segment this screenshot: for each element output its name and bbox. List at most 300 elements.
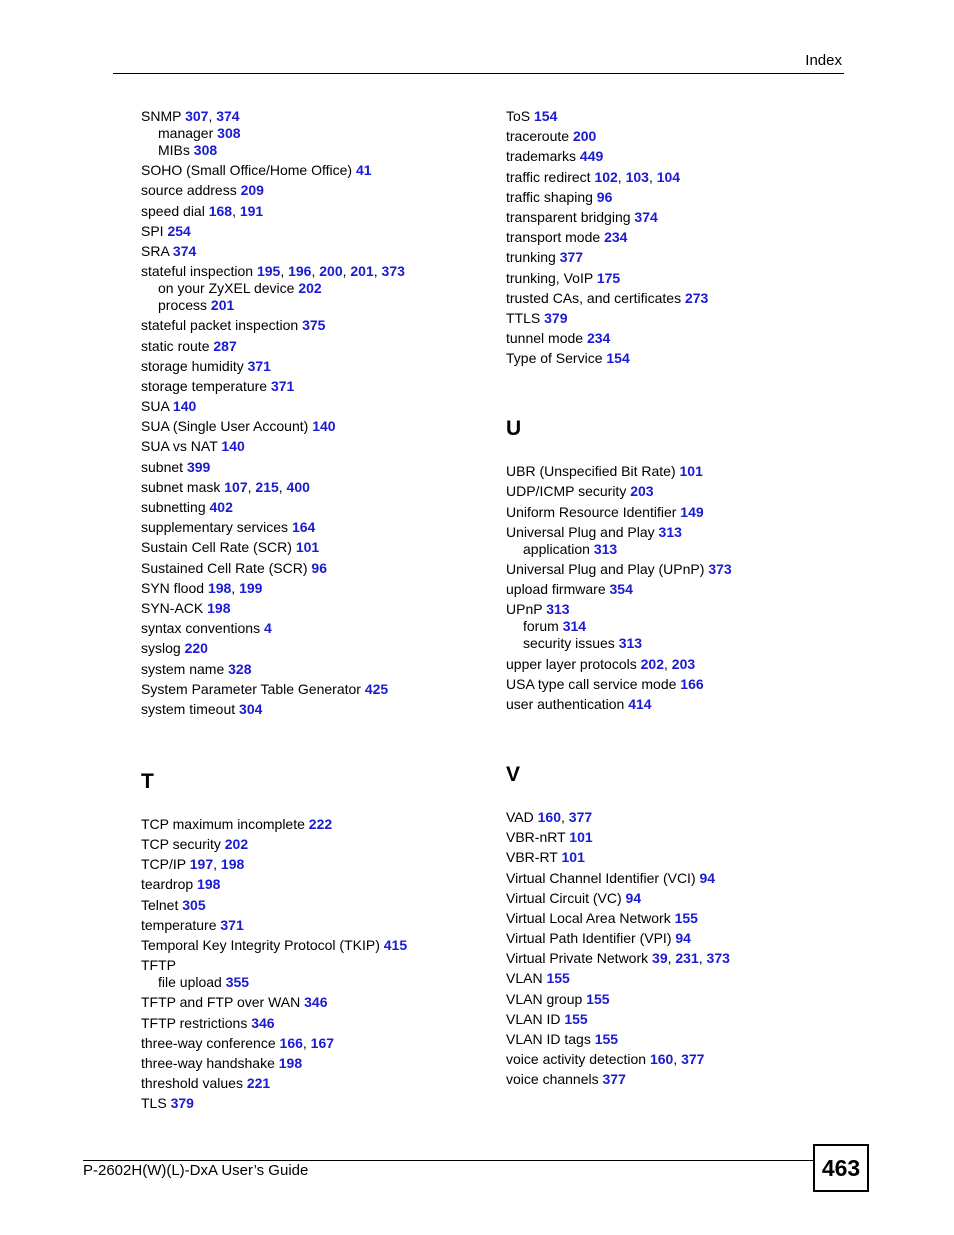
index-entry-line — [506, 561, 846, 578]
page-link[interactable]: 154 — [534, 108, 558, 124]
index-subentry — [141, 974, 481, 991]
page-link[interactable]: 313 — [658, 523, 682, 540]
index-entry — [506, 229, 846, 246]
page-link[interactable]: 202 — [224, 836, 249, 853]
index-term: Telnet — [141, 896, 179, 913]
page-link[interactable]: 374 — [216, 108, 240, 124]
page-link[interactable]: 287 — [213, 337, 237, 354]
page-link[interactable]: 400 — [286, 478, 310, 495]
index-term: source address — [141, 182, 237, 199]
footer-guide-title: P-2602H(W)(L)-DxA User’s Guide — [83, 1162, 309, 1179]
page-link[interactable]: 200 — [572, 128, 597, 145]
index-entry-line — [141, 620, 481, 637]
page-link[interactable]: 198 — [197, 876, 221, 893]
index-term: trusted CAs, and certificates — [506, 289, 682, 306]
page-link[interactable]: 155 — [564, 1010, 588, 1027]
index-entry — [141, 640, 481, 657]
index-entry — [506, 463, 846, 480]
index-term: storage temperature — [141, 377, 268, 394]
page-link[interactable]: 375 — [302, 317, 326, 334]
index-entry-line — [141, 418, 481, 435]
page-link[interactable]: 140 — [312, 418, 336, 435]
index-entry — [506, 483, 846, 500]
index-term: SPI — [141, 222, 164, 239]
index-entry — [141, 223, 481, 240]
page-link[interactable]: 155 — [586, 990, 610, 1007]
index-term: traceroute — [506, 128, 570, 145]
page-link[interactable]: 155 — [594, 1031, 619, 1047]
index-entry-line — [506, 581, 846, 598]
page-link[interactable]: 198 — [220, 856, 245, 873]
index-entry-line — [141, 378, 481, 395]
index-entry — [506, 1011, 846, 1028]
index-entry-line — [506, 1071, 846, 1088]
index-term: MIBs — [158, 142, 190, 158]
index-entry — [141, 479, 481, 496]
index-entry-line: speed dial 168, 191 — [141, 202, 264, 219]
page-link[interactable]: 399 — [186, 458, 211, 475]
page-link[interactable]: 346 — [251, 1014, 275, 1031]
index-entry — [141, 203, 481, 220]
index-entry — [141, 182, 481, 199]
index-entry-line — [141, 816, 481, 833]
index-term: SRA — [141, 242, 170, 259]
index-term: syntax conventions — [141, 620, 261, 637]
index-entry-line — [141, 640, 481, 657]
index-term: subnet mask — [141, 478, 221, 495]
index-entry-line — [141, 917, 481, 934]
index-term: System Parameter Table Generator — [141, 680, 361, 697]
index-entry — [141, 398, 481, 415]
index-entry — [141, 701, 481, 718]
index-term: syslog — [141, 640, 181, 657]
page-link[interactable]: 202 — [298, 280, 322, 297]
index-term: Virtual Channel Identifier (VCI) — [506, 869, 696, 886]
index-entry-line — [141, 994, 481, 1011]
index-entry — [506, 910, 846, 927]
index-entry — [141, 108, 481, 159]
page-link[interactable]: 273 — [684, 289, 709, 306]
index-term: UBR (Unspecified Bit Rate) — [506, 463, 676, 480]
page-link[interactable]: 94 — [675, 930, 691, 947]
index-entry — [141, 499, 481, 516]
page-link[interactable]: 377 — [602, 1071, 626, 1088]
page-link[interactable]: 155 — [674, 909, 698, 926]
index-term: static route — [141, 337, 210, 354]
index-entry — [506, 1071, 846, 1088]
index-term: supplementary services — [141, 519, 289, 536]
page-link[interactable]: 307 — [185, 108, 209, 124]
page-link[interactable]: 304 — [239, 700, 263, 717]
index-entry — [141, 681, 481, 698]
index-entry — [141, 876, 481, 893]
index-term: subnet — [141, 458, 184, 475]
page-link[interactable]: 191 — [239, 202, 264, 219]
index-term: tunnel mode — [506, 330, 584, 347]
page-link[interactable]: 371 — [270, 377, 295, 394]
index-entry — [141, 418, 481, 435]
index-term: UPnP — [506, 601, 543, 618]
index-entry — [506, 189, 846, 206]
page-link[interactable]: 425 — [364, 680, 389, 697]
page-link[interactable]: 202 — [640, 655, 664, 672]
index-entry-line — [506, 1011, 846, 1028]
index-column-right — [506, 108, 846, 1092]
section-letter-v: V — [506, 762, 521, 786]
page-link[interactable]: 234 — [586, 330, 611, 347]
index-entry-line — [506, 829, 846, 846]
page-link[interactable]: 164 — [291, 519, 316, 536]
section-letter-u: U — [506, 417, 522, 441]
index-entry — [506, 991, 846, 1008]
page-link[interactable]: 373 — [381, 263, 405, 280]
index-entry-line: SNMP 307, 374 — [141, 108, 240, 124]
index-entry — [141, 580, 481, 597]
index-entry-line — [506, 209, 846, 226]
index-entry-line — [506, 970, 846, 987]
page-link[interactable]: 308 — [217, 125, 241, 141]
index-entry — [141, 338, 481, 355]
index-entry-line — [141, 398, 481, 415]
index-term: TCP security — [141, 836, 221, 853]
index-term: stateful packet inspection — [141, 317, 299, 334]
index-term: file upload — [158, 974, 222, 991]
index-entry-line — [141, 438, 481, 455]
index-entry — [506, 696, 846, 713]
page-link[interactable]: 373 — [708, 561, 732, 577]
page-link[interactable]: 140 — [221, 438, 245, 455]
page-link[interactable]: 374 — [172, 242, 197, 259]
index-term: manager — [158, 125, 214, 141]
index-term: ToS — [506, 108, 531, 124]
index-entry — [141, 620, 481, 637]
index-entry-line — [141, 539, 481, 556]
page-link[interactable]: 379 — [544, 309, 568, 326]
index-entry — [141, 1075, 481, 1092]
index-term: user authentication — [506, 695, 625, 712]
index-term: security issues — [523, 635, 615, 652]
index-term: on your ZyXEL device — [158, 280, 295, 297]
page-link[interactable]: 377 — [568, 808, 593, 825]
index-entry — [506, 829, 846, 846]
index-entry-line — [506, 229, 846, 246]
index-term: Universal Plug and Play (UPnP) — [506, 561, 705, 577]
page-link[interactable]: 200 — [319, 263, 343, 280]
page-link[interactable]: 196 — [288, 263, 312, 280]
page-link[interactable]: 313 — [546, 601, 570, 618]
index-term: process — [158, 297, 208, 314]
index-term: threshold values — [141, 1075, 243, 1092]
page-link[interactable]: 328 — [228, 660, 252, 677]
index-entry — [506, 849, 846, 866]
index-entry — [141, 957, 481, 991]
page-link[interactable]: 198 — [207, 579, 232, 596]
page-link[interactable]: 195 — [256, 263, 281, 280]
index-entry-line: three-way conference 166, 167 — [141, 1034, 335, 1051]
index-entry-line — [506, 930, 846, 947]
index-entry — [141, 438, 481, 455]
index-entry-line — [506, 601, 846, 618]
index-entry — [506, 970, 846, 987]
index-entry — [141, 1055, 481, 1072]
index-entry-line — [141, 937, 481, 954]
page-link[interactable]: 94 — [699, 869, 716, 886]
index-term: SYN flood — [141, 579, 205, 596]
index-entry-line — [506, 849, 846, 866]
page-link[interactable]: 102 — [594, 168, 618, 185]
index-entry-line — [141, 897, 481, 914]
index-entry — [506, 330, 846, 347]
page-link[interactable]: 415 — [383, 937, 408, 953]
index-entry-line — [506, 270, 846, 287]
index-entry — [141, 1095, 481, 1112]
page-link[interactable]: 168 — [208, 202, 233, 219]
index-term: upper layer protocols — [506, 655, 637, 672]
page-link[interactable]: 215 — [255, 478, 279, 495]
page-link[interactable]: 167 — [310, 1034, 335, 1051]
index-term: TTLS — [506, 309, 541, 326]
page-link[interactable]: 371 — [220, 916, 244, 933]
index-term: three-way handshake — [141, 1054, 275, 1071]
index-term: USA type call service mode — [506, 675, 677, 692]
page-link[interactable]: 414 — [628, 695, 652, 712]
page-link[interactable]: 355 — [225, 974, 250, 991]
index-entry-line — [141, 560, 481, 577]
index-term: upload firmware — [506, 581, 606, 598]
index-entry — [506, 128, 846, 145]
index-term: Type of Service — [506, 350, 603, 367]
index-term: temperature — [141, 916, 217, 933]
page-link[interactable]: 313 — [618, 635, 643, 652]
page-link[interactable]: 140 — [172, 398, 197, 415]
index-entry — [506, 1031, 846, 1048]
index-entry-line — [506, 310, 846, 327]
index-entry-line — [506, 870, 846, 887]
index-entry — [506, 950, 846, 967]
page-link[interactable]: 209 — [240, 182, 264, 199]
page-link[interactable]: 94 — [625, 889, 642, 906]
page-link[interactable]: 101 — [295, 539, 320, 556]
index-entry — [141, 897, 481, 914]
index-entry — [141, 539, 481, 556]
index-entry-line: Virtual Private Network 39, 231, 373 — [506, 950, 730, 967]
page-link[interactable]: 305 — [182, 896, 206, 913]
index-entry — [506, 524, 846, 558]
index-entry — [141, 856, 481, 873]
page-link[interactable]: 402 — [209, 499, 233, 515]
page-link[interactable]: 308 — [193, 142, 218, 158]
index-entry — [141, 378, 481, 395]
page-link[interactable]: 103 — [625, 168, 649, 185]
index-term: Temporal Key Integrity Protocol (TKIP) — [141, 937, 380, 953]
page-link[interactable]: 197 — [189, 856, 214, 873]
page-link[interactable]: 149 — [680, 503, 704, 520]
index-term: transparent bridging — [506, 208, 631, 225]
page-link[interactable]: 101 — [679, 463, 703, 480]
index-entry-line — [506, 1031, 846, 1048]
footer-rule — [83, 1160, 814, 1161]
index-entry-line — [141, 1095, 481, 1112]
index-entry-line — [506, 350, 846, 367]
page-link[interactable]: 160 — [537, 808, 561, 825]
page-link[interactable]: 203 — [671, 655, 696, 672]
page-link[interactable]: 379 — [170, 1095, 194, 1112]
page-link[interactable]: 222 — [308, 815, 333, 832]
index-term: speed dial — [141, 202, 205, 219]
index-entry — [141, 937, 481, 954]
page-link[interactable]: 231 — [675, 950, 699, 967]
index-subentry — [141, 297, 481, 314]
index-entry-line — [506, 330, 846, 347]
index-entry-line: voice activity detection 160, 377 — [506, 1051, 705, 1068]
page-link[interactable]: 96 — [311, 559, 327, 576]
page-link[interactable]: 96 — [596, 188, 613, 205]
index-term: VBR-nRT — [506, 829, 566, 846]
index-term: Virtual Private Network — [506, 950, 649, 967]
index-entry — [506, 290, 846, 307]
page-link[interactable]: 313 — [593, 540, 618, 557]
index-term: stateful inspection — [141, 263, 254, 280]
index-subentry — [141, 280, 481, 297]
page-link[interactable]: 166 — [680, 675, 704, 692]
page-link[interactable]: 220 — [184, 640, 208, 657]
index-entry — [141, 459, 481, 476]
index-term: SYN-ACK — [141, 599, 204, 616]
index-entry-line — [141, 701, 481, 718]
index-entry — [141, 1035, 481, 1052]
index-subentry — [141, 125, 481, 142]
index-entry — [506, 108, 846, 125]
index-term: VLAN ID tags — [506, 1031, 591, 1047]
index-entry-line: VAD 160, 377 — [506, 808, 593, 825]
page-link[interactable]: 101 — [561, 849, 585, 866]
index-entry-line — [141, 1075, 481, 1092]
page-link[interactable]: 199 — [239, 579, 263, 596]
page-link[interactable]: 101 — [569, 829, 593, 846]
index-entry-line: subnet mask 107, 215, 400 — [141, 478, 310, 495]
index-subentry — [506, 618, 846, 635]
index-entry — [506, 249, 846, 266]
page-link[interactable]: 154 — [606, 350, 630, 367]
index-term: traffic shaping — [506, 188, 593, 205]
page-link[interactable]: 201 — [210, 297, 235, 314]
index-term: traffic redirect — [506, 168, 591, 185]
index-term: VLAN group — [506, 990, 583, 1007]
page-link[interactable]: 373 — [706, 950, 730, 967]
index-term: VLAN — [506, 970, 543, 987]
page-link[interactable]: 4 — [263, 620, 272, 637]
index-entry-line — [506, 483, 846, 500]
index-entry — [506, 601, 846, 652]
page-link[interactable]: 377 — [559, 249, 584, 266]
index-entry-line — [506, 991, 846, 1008]
index-entry-line — [506, 696, 846, 713]
index-entry — [141, 162, 481, 179]
index-entry-line: stateful inspection 195, 196, 200, 201, 373 — [141, 263, 405, 280]
page-link[interactable]: 377 — [681, 1051, 705, 1068]
index-entry-line: SYN flood 198, 199 — [141, 579, 263, 596]
page-link[interactable]: 166 — [279, 1034, 303, 1051]
index-entry — [141, 836, 481, 853]
index-entry-line — [141, 600, 481, 617]
page-link[interactable]: 107 — [224, 478, 248, 495]
index-entry-line — [506, 148, 846, 165]
index-entry — [506, 561, 846, 578]
index-term: TCP/IP — [141, 856, 186, 873]
index-term: Virtual Local Area Network — [506, 909, 671, 926]
index-term: subnetting — [141, 499, 206, 515]
index-subentry — [506, 541, 846, 558]
page-link[interactable]: 314 — [562, 618, 587, 635]
page-link[interactable]: 155 — [546, 970, 570, 987]
index-entry — [141, 317, 481, 334]
page-link[interactable]: 221 — [246, 1075, 271, 1092]
page-link[interactable]: 449 — [579, 148, 604, 165]
index-entry — [506, 1051, 846, 1068]
index-term: TLS — [141, 1095, 167, 1112]
index-entry — [506, 930, 846, 947]
page-link[interactable]: 198 — [278, 1054, 303, 1071]
page-link[interactable]: 374 — [634, 208, 658, 225]
index-term: voice activity detection — [506, 1051, 647, 1068]
page-link[interactable]: 346 — [304, 994, 328, 1011]
page-number: 463 — [813, 1144, 869, 1192]
index-term: trunking — [506, 249, 556, 266]
index-term: forum — [523, 618, 559, 635]
page-link[interactable]: 198 — [207, 599, 231, 616]
index-entry-line — [141, 459, 481, 476]
index-term: TCP maximum incomplete — [141, 815, 305, 832]
index-term: voice channels — [506, 1071, 599, 1088]
page-link[interactable]: 201 — [350, 263, 374, 280]
index-entry-line — [141, 661, 481, 678]
index-entry — [141, 600, 481, 617]
index-entry — [506, 209, 846, 226]
index-entry-line — [141, 317, 481, 334]
index-entry — [141, 358, 481, 375]
index-term: VAD — [506, 808, 534, 825]
index-entry — [506, 890, 846, 907]
page-link[interactable]: 104 — [656, 168, 681, 185]
index-entry-line — [141, 1015, 481, 1032]
index-entry — [506, 656, 846, 673]
index-entry — [506, 870, 846, 887]
index-entry — [506, 676, 846, 693]
page-link[interactable]: 160 — [649, 1051, 674, 1068]
index-term: system timeout — [141, 700, 236, 717]
page-link[interactable]: 41 — [355, 162, 372, 179]
index-entry-line — [141, 836, 481, 853]
index-term: TFTP restrictions — [141, 1014, 248, 1031]
page-link[interactable]: 39 — [652, 950, 668, 967]
index-entry — [141, 1015, 481, 1032]
index-entry-line — [506, 290, 846, 307]
index-term: Sustained Cell Rate (SCR) — [141, 559, 308, 576]
index-entry — [506, 350, 846, 367]
index-entry — [506, 169, 846, 186]
page-link[interactable]: 175 — [596, 269, 621, 286]
page-link[interactable]: 254 — [167, 222, 191, 239]
index-entry — [506, 581, 846, 598]
page-link[interactable]: 203 — [630, 483, 654, 500]
index-term: Uniform Resource Identifier — [506, 503, 677, 520]
index-entry-line — [141, 223, 481, 240]
index-entry-line — [141, 358, 481, 375]
index-entry-line — [141, 338, 481, 355]
page-link[interactable]: 354 — [609, 581, 633, 598]
page-link[interactable]: 234 — [604, 229, 628, 246]
page-link[interactable]: 371 — [247, 357, 271, 374]
